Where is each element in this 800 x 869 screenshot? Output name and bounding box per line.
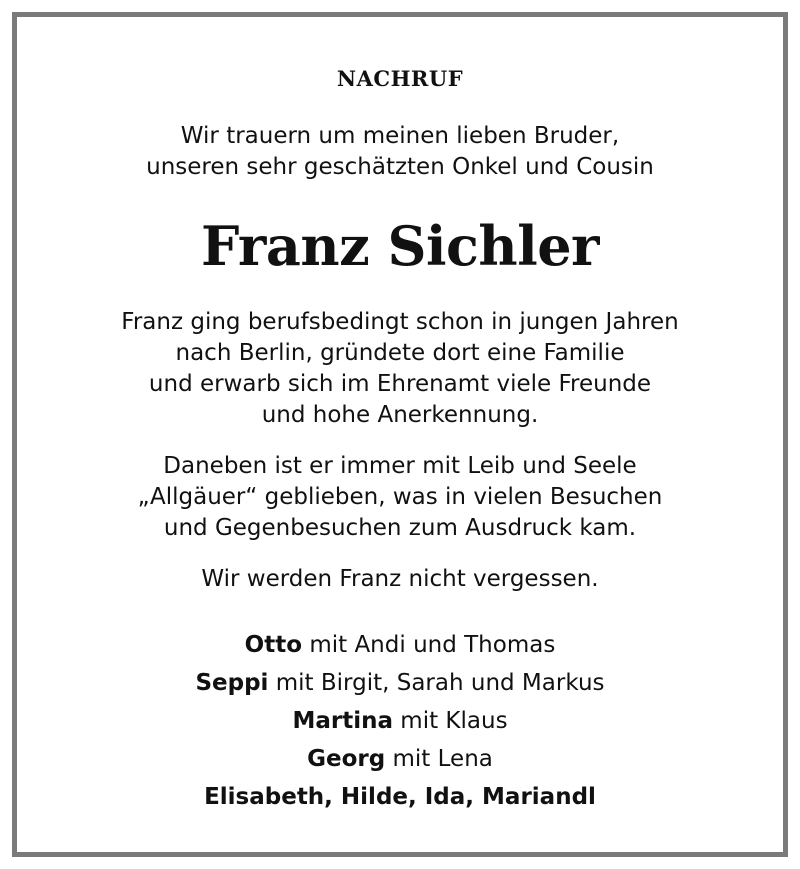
- deceased-name: Franz Sichler: [200, 214, 600, 278]
- signature-line: [0, 664, 800, 702]
- text-line: und erwarb sich im Ehrenamt viele Freunde: [148, 371, 652, 397]
- text-line: nach Berlin, gründete dort eine Familie: [175, 340, 625, 366]
- signature-name: Elisabeth, Hilde, Ida, Mariandl: [204, 784, 596, 810]
- signature-line: [0, 740, 800, 778]
- signature-line: [0, 626, 800, 664]
- signature-rest: mit Birgit, Sarah und Markus: [268, 670, 605, 696]
- signature-name: Georg: [307, 746, 386, 772]
- signature-name: Otto: [244, 632, 303, 658]
- signature-line: [0, 778, 800, 816]
- notice-heading: NACHRUF: [336, 66, 464, 91]
- paragraph-allgaeu: [0, 451, 800, 544]
- signature-rest: mit Lena: [385, 746, 493, 772]
- intro-line: Wir trauern um meinen lieben Bruder,: [180, 123, 620, 149]
- text-line: und Gegenbesuchen zum Ausdruck kam.: [163, 515, 637, 541]
- text-line: Daneben ist er immer mit Leib und Seele: [163, 453, 637, 479]
- intro-line: unseren sehr geschätzten Onkel und Cousin: [146, 154, 654, 180]
- signature-rest: mit Andi und Thomas: [302, 632, 556, 658]
- signature-name: Martina: [292, 708, 393, 734]
- intro-text: [0, 121, 800, 183]
- signature-rest: mit Klaus: [392, 708, 508, 734]
- text-line: Franz ging berufsbedingt schon in jungen Jahren: [121, 309, 679, 335]
- closing-sentence: Wir werden Franz nicht vergessen.: [201, 566, 599, 592]
- signature-list: [0, 626, 800, 816]
- signature-name: Seppi: [195, 670, 269, 696]
- text-line: und hohe Anerkennung.: [261, 402, 539, 428]
- signature-line: [0, 702, 800, 740]
- text-line: „Allgäuer“ geblieben, was in vielen Besuchen: [137, 484, 663, 510]
- paragraph-life: [0, 307, 800, 431]
